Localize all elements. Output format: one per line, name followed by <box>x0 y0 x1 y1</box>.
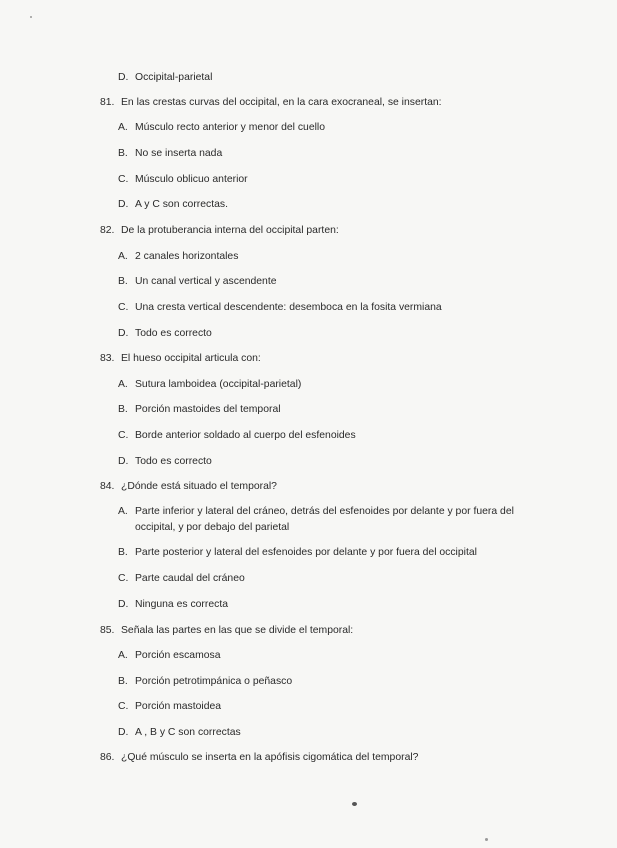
question-number: 86. <box>100 752 115 763</box>
option-letter: A. <box>118 251 128 262</box>
option-letter: C. <box>118 573 129 584</box>
option-text: Parte inferior y lateral del cráneo, detrás del esfenoides por delante y por fuera del <box>135 506 514 517</box>
option-text: 2 canales horizontales <box>135 251 239 262</box>
question-85 <box>100 624 353 638</box>
option-letter: D. <box>118 199 129 210</box>
option-85-d <box>118 726 241 740</box>
option-text: Porción mastoidea <box>135 701 222 712</box>
option-83-d <box>118 455 212 469</box>
question-number: 85. <box>100 625 115 636</box>
option-82-a <box>118 250 238 264</box>
question-number: 84. <box>100 481 115 492</box>
option-83-b <box>118 403 281 417</box>
option-text: Parte posterior y lateral del esfenoides por delante y por fuera del occipital <box>135 547 477 558</box>
option-84-a <box>118 505 514 519</box>
question-83 <box>100 352 261 366</box>
scan-speck <box>30 16 32 18</box>
option-text: A y C son correctas. <box>135 199 228 210</box>
option-84-a-continuation <box>135 521 289 535</box>
option-letter: D. <box>118 456 129 467</box>
option-81-a <box>118 121 325 135</box>
question-number: 82. <box>100 225 115 236</box>
option-text: Todo es correcto <box>135 456 212 467</box>
option-letter: D. <box>118 72 129 83</box>
question-text: De la protuberancia interna del occipital parten: <box>121 225 339 236</box>
option-85-c <box>118 700 221 714</box>
option-84-c <box>118 572 245 586</box>
option-letter: B. <box>118 676 128 687</box>
option-text: Ninguna es correcta <box>135 599 228 610</box>
question-text: ¿Dónde está situado el temporal? <box>121 481 277 492</box>
option-83-c <box>118 429 356 443</box>
option-letter: B. <box>118 404 128 415</box>
option-letter: C. <box>118 174 129 185</box>
option-letter: C. <box>118 430 129 441</box>
option-81-d <box>118 198 228 212</box>
option-text: Un canal vertical y ascendente <box>135 276 277 287</box>
option-letter: A. <box>118 122 128 133</box>
option-text: Todo es correcto <box>135 328 212 339</box>
option-text: No se inserta nada <box>135 148 223 159</box>
option-82-c <box>118 301 442 315</box>
option-letter: B. <box>118 148 128 159</box>
option-text: Músculo recto anterior y menor del cuello <box>135 122 326 133</box>
question-text: Señala las partes en las que se divide el temporal: <box>121 625 354 636</box>
option-letter: A. <box>118 379 128 390</box>
option-letter: D. <box>118 727 129 738</box>
question-text: ¿Qué músculo se inserta en la apófisis cigomática del temporal? <box>121 752 419 763</box>
question-number: 81. <box>100 97 115 108</box>
question-84 <box>100 480 277 494</box>
option-letter: A. <box>118 650 128 661</box>
option-82-b <box>118 275 277 289</box>
option-letter: B. <box>118 547 128 558</box>
question-81 <box>100 96 442 110</box>
question-text: El hueso occipital articula con: <box>121 353 261 364</box>
option-text: Porción petrotimpánica o peñasco <box>135 676 293 687</box>
question-number: 83. <box>100 353 115 364</box>
question-82 <box>100 224 339 238</box>
option-82-d <box>118 327 212 341</box>
option-letter: B. <box>118 276 128 287</box>
option-84-d <box>118 598 228 612</box>
scan-speck <box>352 802 357 806</box>
question-86 <box>100 751 418 765</box>
option-text: Músculo oblicuo anterior <box>135 174 248 185</box>
option-text: A , B y C son correctas <box>135 727 241 738</box>
option-text: Occipital-parietal <box>135 72 213 83</box>
scan-speck <box>485 838 488 841</box>
option-letter: C. <box>118 302 129 313</box>
option-text: Sutura lamboidea (occipital-parietal) <box>135 379 302 390</box>
option-85-a <box>118 649 220 663</box>
option-text: Porción mastoides del temporal <box>135 404 281 415</box>
option-text: occipital, y por debajo del parietal <box>135 522 290 533</box>
option-text: Parte caudal del cráneo <box>135 573 245 584</box>
option-text: Una cresta vertical descendente: desemboca en la fosita vermiana <box>135 302 442 313</box>
option-letter: C. <box>118 701 129 712</box>
option-letter: D. <box>118 599 129 610</box>
option-prev-d <box>118 71 212 85</box>
option-84-b <box>118 546 477 560</box>
option-81-c <box>118 173 248 187</box>
option-letter: A. <box>118 506 128 517</box>
option-85-b <box>118 675 292 689</box>
question-text: En las crestas curvas del occipital, en la cara exocraneal, se insertan: <box>121 97 442 108</box>
option-text: Porción escamosa <box>135 650 221 661</box>
option-letter: D. <box>118 328 129 339</box>
option-81-b <box>118 147 222 161</box>
option-83-a <box>118 378 301 392</box>
option-text: Borde anterior soldado al cuerpo del esfenoides <box>135 430 356 441</box>
